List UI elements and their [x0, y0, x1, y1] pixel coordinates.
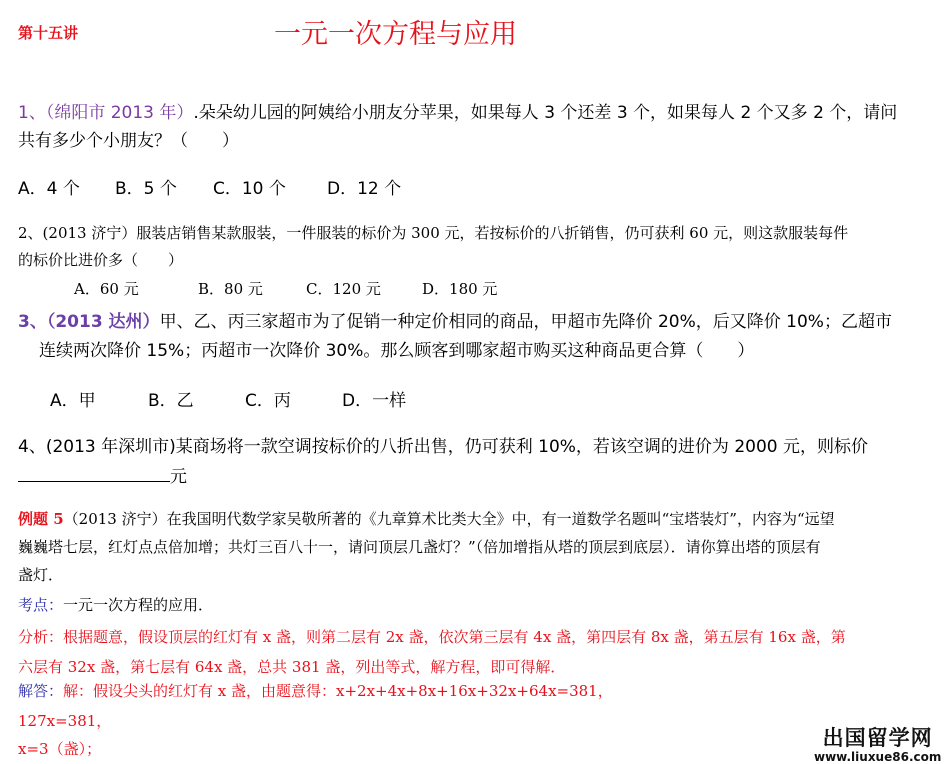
analysis-line-2: 六层有 32x 盏，第七层有 64x 盏，总共 381 盏，列出等式，解方程，即可得解． [18, 658, 566, 676]
option-d: D．一样 [342, 391, 407, 411]
watermark-url: www.liuxue86.com [814, 750, 942, 764]
solution-step-2: x=3（盏）； [18, 740, 102, 758]
question-1-text: .朵朵幼儿园的阿姨给小朋友分苹果，如果每人 3 个还差 3 个，如果每人 2 个又多 2 个，请问 [193, 103, 898, 123]
question-2-line-2: 的标价比进价多（ ） [18, 251, 184, 269]
analysis-line-1: 分析：根据题意，假设顶层的红灯有 x 盏，则第二层有 2x 盏，依次第三层有 4x 盏，第四层有 8x 盏，第五层有 16x 盏，第 [18, 628, 846, 646]
solution-text: 解：假设尖头的红灯有 x 盏，由题意得：x+2x+4x+8x+16x+32x+64x=381， [63, 682, 613, 700]
solution-label: 解答： [18, 682, 64, 700]
question-3-line-2: 连续两次降价 15%；丙超市一次降价 30%。那么顾客到哪家超市购买这种商品更合算（ ） [39, 341, 755, 361]
watermark-name: 出国留学网 [822, 726, 933, 750]
question-2 [18, 220, 848, 274]
question-1-line-1 [18, 99, 897, 127]
test-point [18, 594, 213, 615]
question-1 [18, 99, 897, 155]
question-1-number: 1、（绵阳市 2013 年） [18, 103, 194, 123]
example-text: （2013 济宁）在我国明代数学家吴敬所著的《九章算术比类大全》中，有一道数学名题叫“宝塔装灯”，内容为“远望 [63, 510, 835, 528]
question-4 [18, 433, 868, 491]
answer-unit: 元 [170, 467, 187, 487]
question-3-text: 甲、乙、丙三家超市为了促销一种定价相同的商品，甲超市先降价 20%，后又降价 10%；乙超市 [159, 312, 892, 332]
page-title: 一元一次方程与应用 [274, 19, 517, 50]
answer-blank [18, 461, 170, 482]
question-3-number: 3、（2013 达州） [18, 312, 160, 332]
question-3-options [50, 386, 406, 411]
option-c: C．丙 [245, 391, 291, 411]
question-4-line-2 [18, 461, 868, 491]
option-a: A．4 个 [18, 179, 80, 199]
option-b: B．乙 [148, 391, 194, 411]
question-2-options [74, 278, 497, 299]
question-3 [18, 308, 892, 366]
option-b: B．80 元 [198, 280, 263, 298]
question-4-line-1: 4、(2013 年深圳市)某商场将一款空调按标价的八折出售，仍可获利 10%，若该空调的进价为 2000 元，则标价 [18, 437, 869, 457]
option-d: D．180 元 [422, 280, 498, 298]
question-1-options [18, 174, 401, 199]
solution [18, 680, 613, 701]
option-c: C．120 元 [306, 280, 381, 298]
question-1-line-2: 共有多少个小朋友？（ ） [18, 131, 239, 151]
analysis [18, 622, 846, 682]
question-3-line-1 [18, 308, 892, 337]
option-d: D．12 个 [327, 179, 402, 199]
test-point-label: 考点： [18, 596, 64, 614]
option-c: C．10 个 [213, 179, 286, 199]
example-line-2: 巍巍塔七层，红灯点点倍加增；共灯三百八十一，请问顶层几盏灯？”（倍加增指从塔的顶层到底层）．请你算出塔的顶层有 [18, 538, 821, 556]
example-label: 例题 5 [18, 510, 64, 528]
option-b: B．5 个 [115, 179, 177, 199]
question-2-line-1: 2、(2013 济宁）服装店销售某款服装，一件服装的标价为 300 元，若按标价的八折销售，仍可获利 60 元，则这款服装每件 [18, 224, 849, 242]
example-line-1 [18, 505, 835, 533]
lecture-number: 第十五讲 [18, 24, 79, 42]
test-point-text: 一元一次方程的应用． [63, 596, 214, 614]
option-a: A．甲 [50, 391, 96, 411]
example-line-3: 盏灯． [18, 566, 64, 584]
watermark [814, 722, 941, 764]
option-a: A．60 元 [74, 280, 139, 298]
example-5 [18, 505, 835, 589]
solution-step-1: 127x=381， [18, 712, 112, 730]
